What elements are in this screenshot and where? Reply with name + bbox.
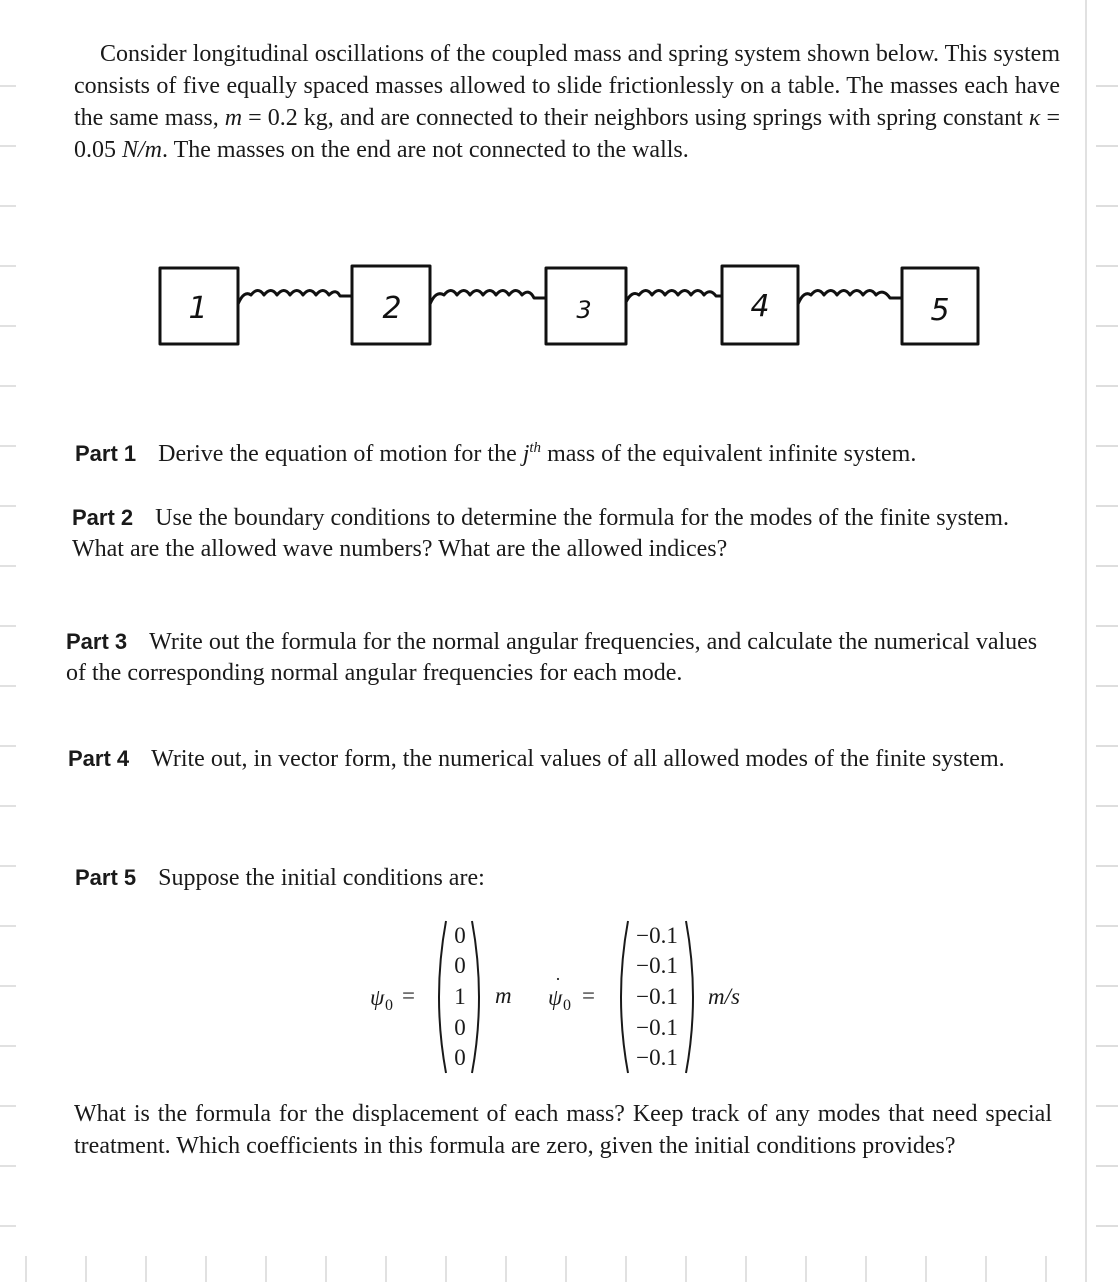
part-1-j-symbol: j	[522, 441, 530, 467]
psi0-value-5: 0	[454, 1045, 466, 1070]
psi0-value-2: 0	[454, 953, 466, 978]
psidot0-value-5: −0.1	[636, 1045, 678, 1070]
spring-4-5	[798, 291, 902, 305]
psi0-value-1: 0	[454, 923, 466, 948]
part-3-text: Write out the formula for the normal angular frequencies, and calculate the numerical values of the corresponding normal angular frequencies for each mode.	[66, 629, 1038, 686]
psidot0-value-2: −0.1	[636, 953, 678, 978]
mass-label-2: 2	[382, 291, 402, 326]
psidot0-equals: =	[582, 983, 595, 1008]
part-2	[72, 502, 1042, 565]
kappa-unit: N/m	[122, 137, 163, 163]
psidot0-dot: ·	[555, 969, 561, 989]
psidot0-unit: m/s	[708, 984, 740, 1009]
psidot0-left-paren	[621, 921, 628, 1073]
part-5-text: Suppose the initial conditions are:	[158, 865, 485, 891]
mass-symbol: m	[224, 105, 243, 131]
mass-label-3: 3	[576, 296, 592, 324]
psi0-unit: m	[495, 983, 512, 1008]
part-3-label: Part 3	[66, 629, 128, 654]
closing-paragraph: What is the formula for the displacement of each mass? Keep track of any modes that need special treatment. Which coefficients in this formula are zero, given the initial conditions provides?	[74, 1101, 1052, 1159]
psidot0-subscript: 0	[563, 997, 571, 1014]
psidot0-value-1: −0.1	[636, 923, 678, 948]
part-1-superscript: th	[529, 440, 542, 456]
mass-label-5: 5	[930, 293, 950, 328]
part-2-label: Part 2	[72, 505, 134, 530]
part-5-label: Part 5	[75, 865, 137, 890]
mass-spring-diagram	[150, 258, 990, 358]
intro-paragraph	[74, 38, 1060, 166]
part-3	[66, 626, 1056, 689]
psidot0-right-paren	[686, 921, 693, 1073]
part-4-text: Write out, in vector form, the numerical values of all allowed modes of the finite system.	[151, 746, 1005, 772]
spring-1-2	[238, 291, 352, 305]
psi0-symbol: ψ	[370, 985, 385, 1010]
part-1-text-a: Derive the equation of motion for the	[158, 441, 523, 467]
psi0-right-paren	[472, 921, 479, 1073]
mass-label-4: 4	[750, 289, 770, 324]
psi0-equals: =	[402, 983, 415, 1008]
part-4	[68, 743, 1048, 775]
part-2-text: Use the boundary conditions to determine the formula for the modes of the finite system. What are the allowed wave numbers? What are the allowed indices?	[72, 505, 1009, 562]
psi0-left-paren	[439, 921, 446, 1073]
psidot0-symbol: ψ	[548, 985, 563, 1010]
part-4-label: Part 4	[68, 746, 130, 771]
psi0-value-4: 0	[454, 1015, 466, 1040]
psi0-subscript: 0	[385, 997, 393, 1014]
kappa-symbol: κ	[1028, 105, 1041, 131]
spring-2-3	[430, 291, 546, 305]
initial-conditions-equation	[360, 915, 780, 1080]
part-5	[75, 862, 975, 894]
part-1-label: Part 1	[75, 441, 137, 466]
intro-text-1: Consider longitudinal oscillations of the coupled mass and spring system shown below. This system consists of five equally spaced masses allowed to slide frictionlessly on a table. The masses each have the same mass,	[74, 41, 1060, 131]
kappa-value: = 0.05	[74, 105, 1060, 163]
intro-text-2: . The masses on the end are not connected to the walls.	[162, 137, 689, 163]
psi0-value-3: 1	[454, 984, 466, 1009]
part-1-text-b: mass of the equivalent infinite system.	[541, 441, 917, 467]
spring-3-4	[626, 291, 722, 303]
mass-label-1: 1	[188, 291, 208, 326]
mass-value: = 0.2 kg, and are connected to their neighbors using springs with spring constant	[242, 105, 1029, 131]
psidot0-value-3: −0.1	[636, 984, 678, 1009]
psidot0-value-4: −0.1	[636, 1015, 678, 1040]
part-1	[75, 438, 1075, 470]
